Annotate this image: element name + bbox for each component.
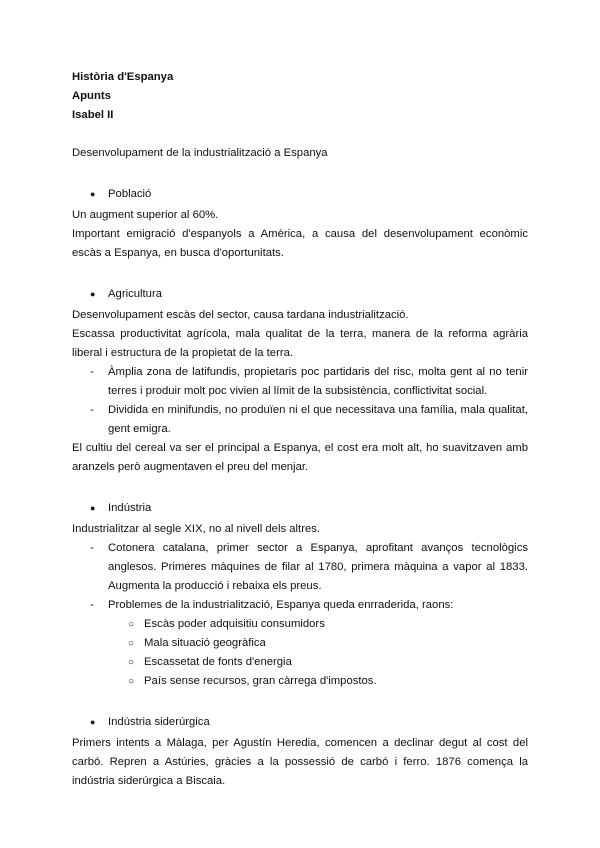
subject-heading: Història d'Espanya [72,71,174,83]
section-heading-siderurgica: ● Indústria siderúrgica [72,713,528,732]
paragraph: Un augment superior al 60%. [72,209,219,221]
circle-bullet-icon: ○ [128,638,135,649]
dash-item: - Problemes de la industrialització, Espanya queda enrraderida, raons: [90,599,454,611]
circle-bullet-icon: ○ [128,657,135,668]
circle-bullet-icon: ○ [128,676,135,687]
paragraph: Industrialitzar al segle XIX, no al nivell dels altres. [72,523,321,535]
circle-item: ○ Escàs poder adquisitiu consumidors [72,615,528,634]
doc-type-heading: Apunts [72,90,111,102]
paragraph: Desenvolupament escàs del sector, causa tardana industrialització. [72,309,409,321]
section-heading-poblacio: ● Població [72,185,528,204]
bullet-dot-icon: ● [90,717,96,727]
document-content [72,68,528,791]
section-heading-industria: ● Indústria [72,499,528,518]
paragraph: Escassa productivitat agrícola, mala qualitat de la terra, manera de la reforma agrària liberal i estructura de la propietat de la terra. [72,328,528,359]
topic-heading: Isabel II [72,109,114,121]
paragraph: Important emigració d'espanyols a Amèrica, a causa del desenvolupament econòmic escàs a Espanya, en busca d'oportunitats. [72,228,528,259]
dash-item: - Àmplia zona de latifundis, propietaris poc partidaris del risc, molta gent al no tenir terres i produir molt poc vivien al límit de la subsistència, conflictivitat social. [90,366,528,397]
bullet-dot-icon: ● [90,289,96,299]
bullet-dot-icon: ● [90,503,96,513]
circle-item: ○ Mala situació geogràfica [72,634,528,653]
section-heading-agricultura: ● Agricultura [72,285,528,304]
circle-item: ○ País sense recursos, gran càrrega d'impostos. [72,672,528,691]
circle-item: ○ Escassetat de fonts d'energia [72,653,528,672]
document-title: Desenvolupament de la industrialització a Espanya [72,147,328,159]
dash-item: - Dividida en minifundis, no produïen ni el que necessitava una família, mala qualitat, gent emigra. [90,404,528,435]
bullet-dot-icon: ● [90,189,96,199]
dash-item: - Cotonera catalana, primer sector a Espanya, aprofitant avanços tecnològics anglesos. Primeres màquines de filar al 1780, primera màquina a vapor al 1833. Augmenta la producció i rebaixa els preus. [90,542,528,592]
circle-bullet-icon: ○ [128,619,135,630]
paragraph: Primers intents a Màlaga, per Agustín Heredia, comencen a declinar degut al cost del carbó. Repren a Astúries, gràcies a la possessió de carbó i ferro. 1876 comença la indústria siderúrgica a Biscaia. [72,737,528,787]
paragraph: El cultiu del cereal va ser el principal a Espanya, el cost era molt alt, ho suavitzaven amb aranzels però augmentaven el preu del menjar. [72,442,528,473]
